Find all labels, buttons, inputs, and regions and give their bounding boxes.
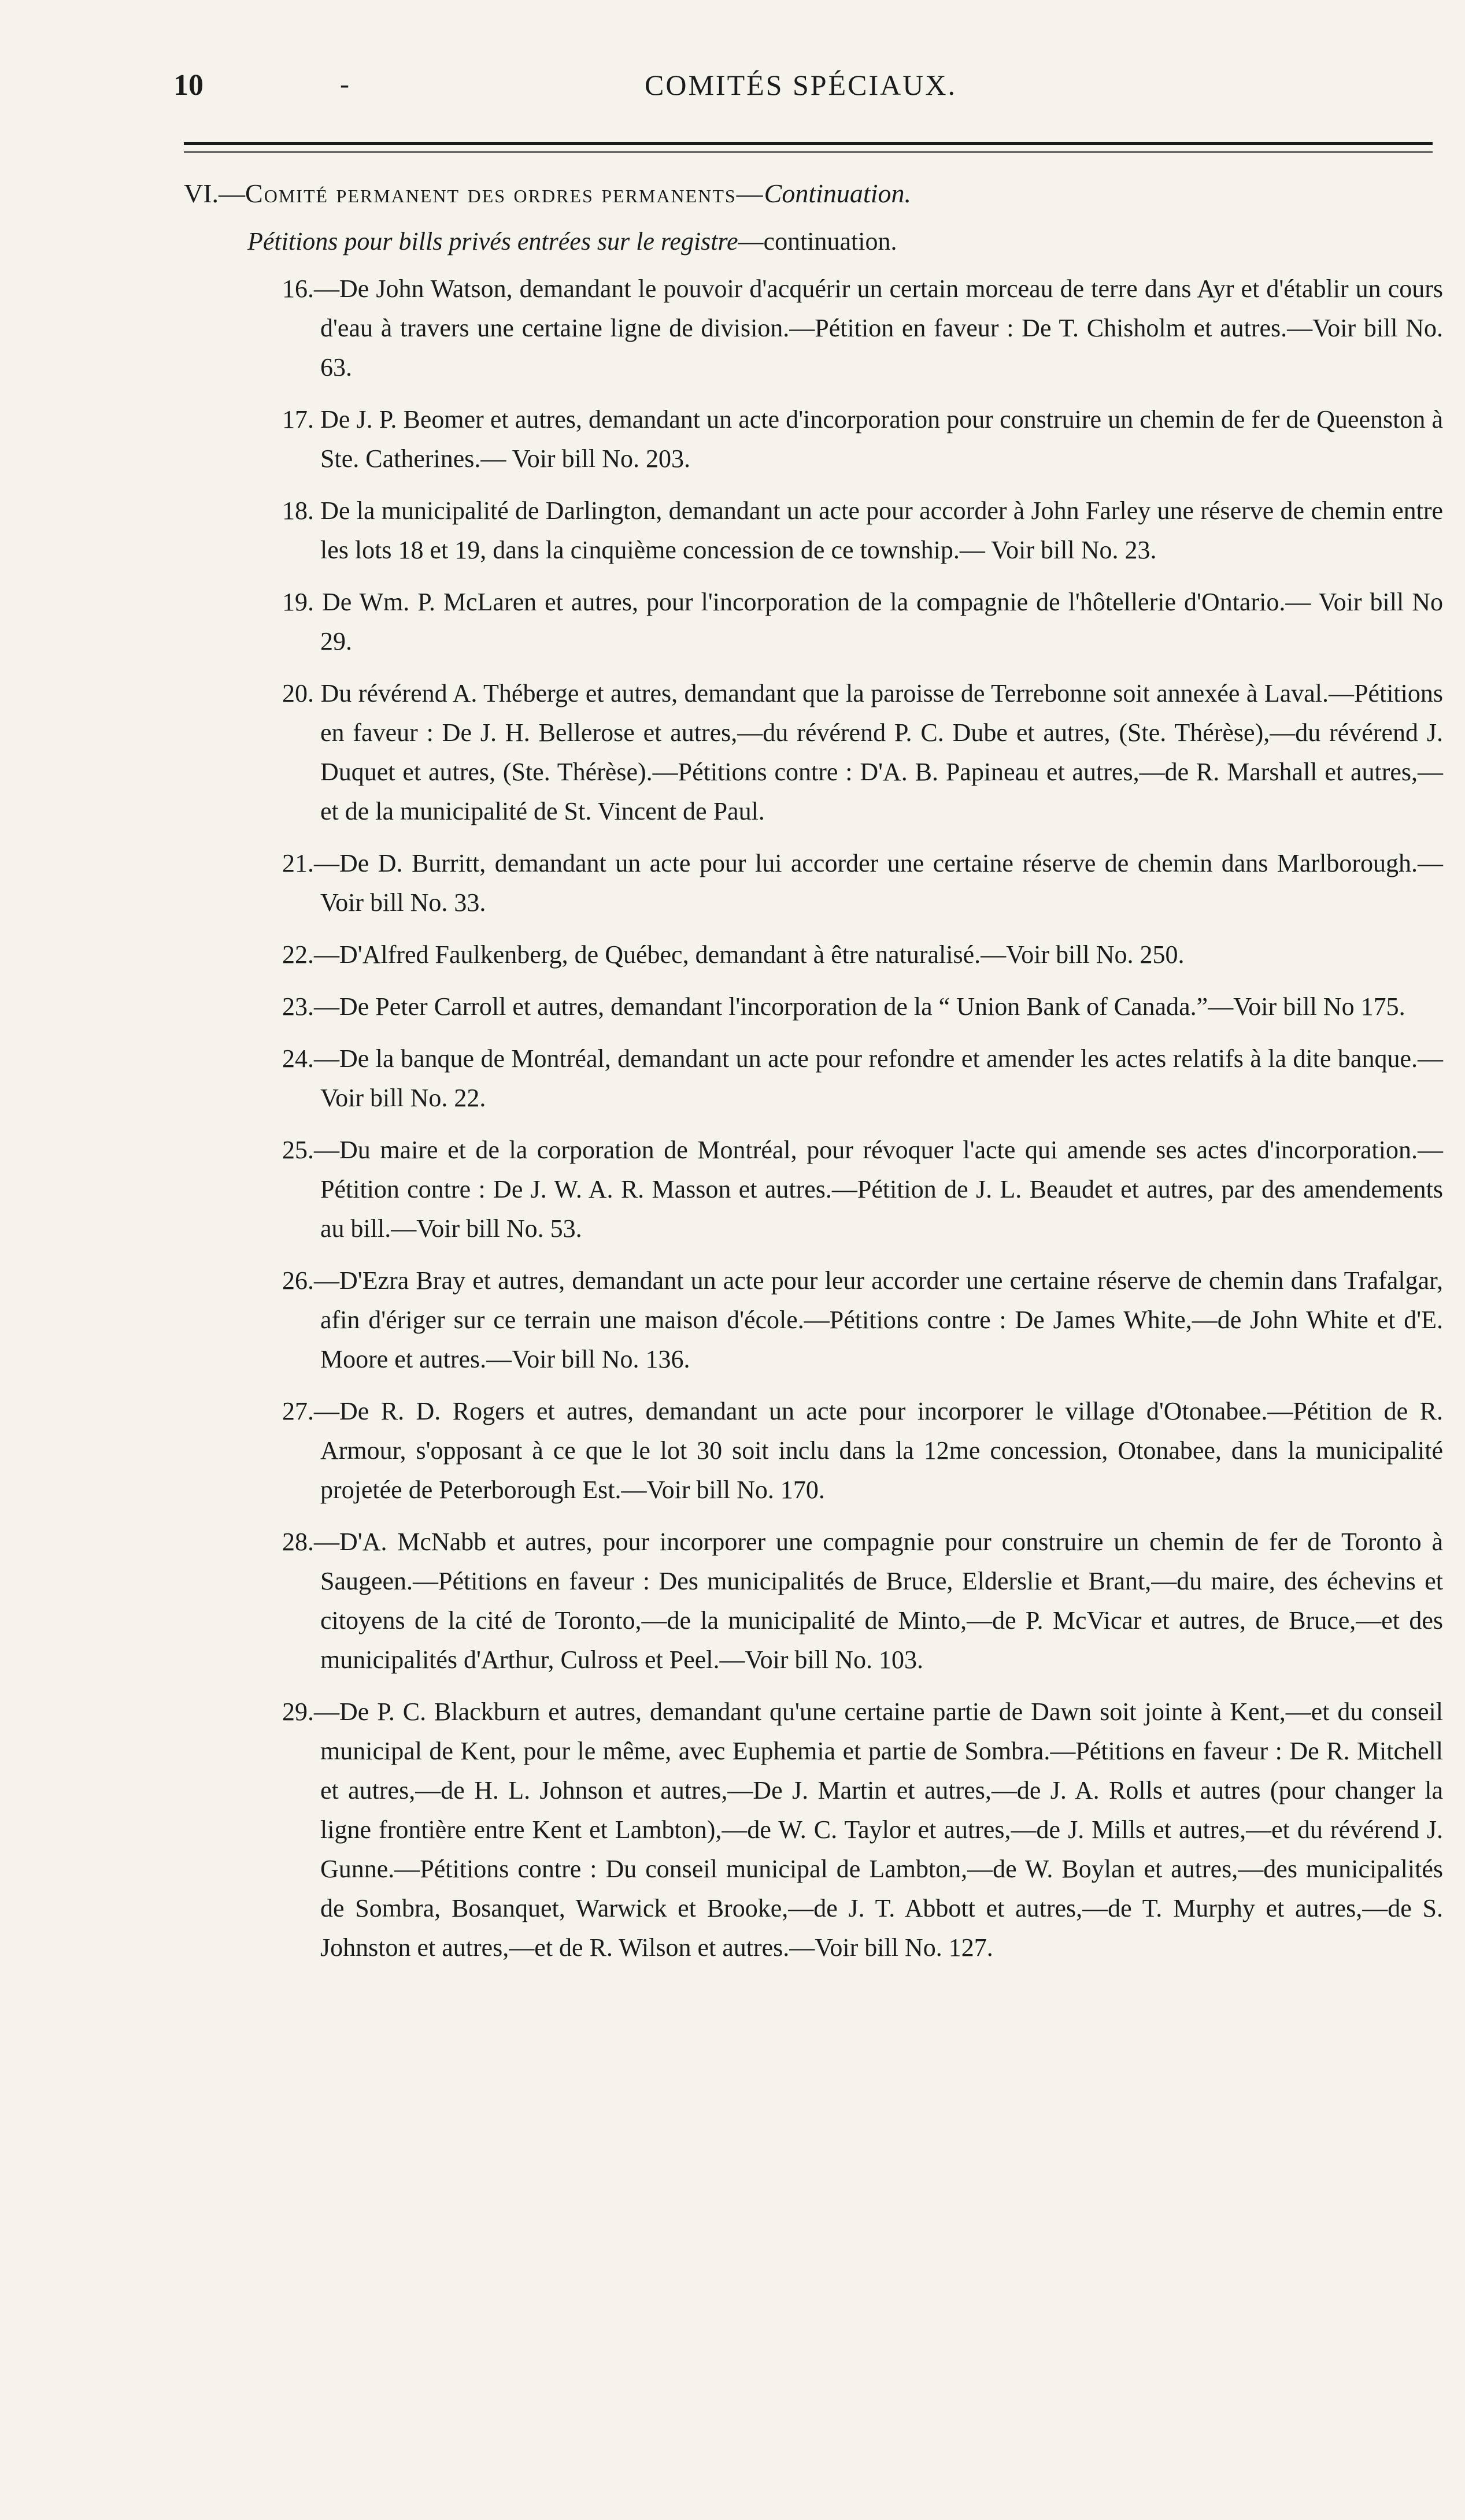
entry-number: 17.: [282, 405, 314, 433]
header-dash: -: [340, 69, 349, 99]
entry-number: 24.—: [282, 1044, 339, 1073]
section-roman: VI.—: [184, 179, 246, 208]
page-content: [184, 173, 1443, 1980]
entry-number: 27.—: [282, 1397, 339, 1425]
entry-text: De P. C. Blackburn et autres, demandant qu'une certaine partie de Dawn soit jointe à Kent,—et du conseil municipal de Kent, pour le même, avec Euphemia et partie de Sombra.—Pétitions en faveur : De R. Mitchell et autres,—de H. L. Johnson et autres,—De J. Martin et autres,—de J. A. Rolls et autres (pour changer la ligne frontière entre Kent et Lambton),—de W. C. Taylor et autres,—de J. Mills et autres,—et du révérend J. Gunne.—Pétitions contre : Du conseil municipal de Lambton,—de W. Boylan et autres,—des municipalités de Sombra, Bosanquet, Warwick et Brooke,—de J. T. Abbott et autres,—de T. Murphy et autres,—de S. Johnston et autres,—et de R. Wilson et autres.—Voir bill No. 127.: [320, 1698, 1443, 1962]
petition-entry-23: [282, 987, 1443, 1026]
page-header: [173, 68, 1428, 114]
subsection-title: Pétitions pour bills privés entrées sur le registre: [247, 227, 738, 255]
entry-number: 23.—: [282, 992, 339, 1021]
entry-text: D'A. McNabb et autres, pour incorporer une compagnie pour construire un chemin de fer de Toronto à Saugeen.—Pétitions en faveur : Des municipalités de Bruce, Elderslie et Brant,—du maire, des échevins et citoyens de la cité de Toronto,—de la municipalité de Minto,—de P. McVicar et autres, de Bruce,—et des municipalités d'Arthur, Culross et Peel.—Voir bill No. 103.: [320, 1528, 1443, 1674]
entry-text: De Peter Carroll et autres, demandant l'incorporation de la “ Union Bank of Canada.”—Voir bill No 175.: [339, 992, 1405, 1021]
entry-text: Du maire et de la corporation de Montréal, pour révoquer l'acte qui amende ses actes d'incorporation.—Pétition contre : De J. W. A. R. Masson et autres.—Pétition de J. L. Beaudet et autres, par des amendements au bill.—Voir bill No. 53.: [320, 1136, 1443, 1243]
petition-entry-29: [282, 1692, 1443, 1967]
petition-entry-24: [282, 1039, 1443, 1118]
entry-number: 19.: [282, 588, 314, 616]
petition-entry-22: [282, 935, 1443, 974]
petition-entry-18: [282, 491, 1443, 570]
petition-entry-27: [282, 1392, 1443, 1510]
section-title: Comité permanent des ordres permanents—: [245, 179, 764, 208]
entry-number: 28.—: [282, 1528, 339, 1556]
entry-text: De la banque de Montréal, demandant un acte pour refondre et amender les actes relatifs à la dite banque.—Voir bill No. 22.: [320, 1044, 1443, 1112]
petition-entry-28: [282, 1522, 1443, 1680]
entry-number: 21.—: [282, 849, 339, 877]
entry-text: De la municipalité de Darlington, demandant un acte pour accorder à John Farley une réserve de chemin entre les lots 18 et 19, dans la cinquième concession de ce township.— Voir bill No. 23.: [320, 496, 1444, 564]
entry-text: De J. P. Beomer et autres, demandant un acte d'incorporation pour construire un chemin de fer de Queenston à Ste. Catherines.— Voir bill No. 203.: [320, 405, 1443, 473]
subsection-heading: [247, 222, 1443, 261]
section-heading: [184, 173, 1443, 214]
running-title: COMITÉS SPÉCIAUX.: [645, 69, 957, 101]
entry-number: 26.—: [282, 1266, 339, 1295]
subsection-continuation: —continuation.: [738, 227, 897, 255]
entry-text: D'Ezra Bray et autres, demandant un acte pour leur accorder une certaine réserve de chemin dans Trafalgar, afin d'ériger sur ce terrain une maison d'école.—Pétitions contre : De James White,—de John White et d'E. Moore et autres.—Voir bill No. 136.: [320, 1266, 1443, 1373]
entry-number: 20.: [282, 679, 314, 707]
entry-text: De Wm. P. McLaren et autres, pour l'incorporation de la compagnie de l'hôtellerie d'Ontario.— Voir bill No 29.: [320, 588, 1443, 655]
entry-number: 25.—: [282, 1136, 339, 1164]
header-rule-thick: [184, 142, 1433, 145]
entry-text: De R. D. Rogers et autres, demandant un acte pour incorporer le village d'Otonabee.—Pétition de R. Armour, s'opposant à ce que le lot 30 soit inclu dans la 12me concession, Otonabee, dans la municipalité projetée de Peterborough Est.—Voir bill No. 170.: [320, 1397, 1443, 1504]
section-continuation: Continuation.: [764, 179, 911, 208]
entry-text: De D. Burritt, demandant un acte pour lui accorder une certaine réserve de chemin dans Marlborough.—Voir bill No. 33.: [320, 849, 1443, 917]
entry-text: Du révérend A. Théberge et autres, demandant que la paroisse de Terrebonne soit annexée à Laval.—Pétitions en faveur : De J. H. Bellerose et autres,—du révérend P. C. Dube et autres, (Ste. Thérèse),—du révérend J. Duquet et autres, (Ste. Thérèse).—Pétitions contre : D'A. B. Papineau et autres,—de R. Marshall et autres,—et de la municipalité de St. Vincent de Paul.: [320, 679, 1443, 825]
entry-number: 16.—: [282, 275, 339, 303]
page-number: 10: [173, 69, 204, 102]
petition-entry-16: [282, 269, 1443, 387]
petition-entry-26: [282, 1261, 1443, 1379]
entry-number: 29.—: [282, 1698, 339, 1726]
entry-number: 18.: [282, 496, 314, 525]
petition-entry-20: [282, 674, 1443, 831]
petition-entry-17: [282, 400, 1443, 479]
header-rule-thin: [184, 151, 1433, 153]
petition-entry-21: [282, 844, 1443, 922]
entry-text: D'Alfred Faulkenberg, de Québec, demandant à être naturalisé.—Voir bill No. 250.: [339, 940, 1185, 969]
entry-text: De John Watson, demandant le pouvoir d'acquérir un certain morceau de terre dans Ayr et d'établir un cours d'eau à travers une certaine ligne de division.—Pétition en faveur : De T. Chisholm et autres.—Voir bill No. 63.: [320, 275, 1443, 381]
petition-entry-25: [282, 1131, 1443, 1248]
petition-entry-19: [282, 583, 1443, 661]
entry-number: 22.—: [282, 940, 339, 969]
